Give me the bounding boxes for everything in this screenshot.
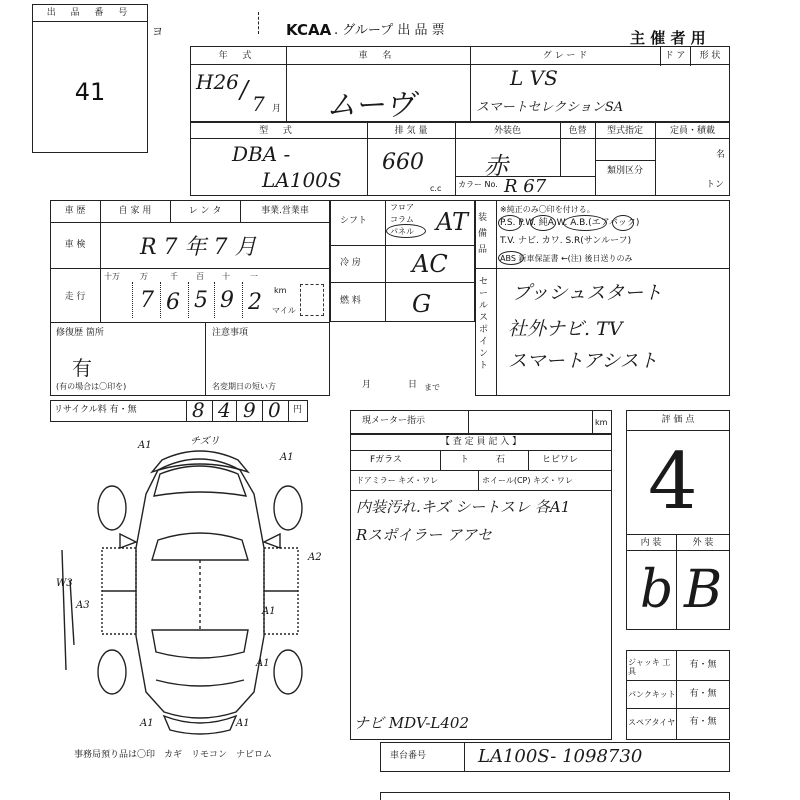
selling-point-2: 社外ナビ. TV [508,318,623,340]
mark-a1-fl: A1 [138,440,152,451]
shape-label: 形 状 [699,51,721,61]
mile-unit: マイル [272,306,296,315]
ab-circle [612,215,634,231]
color-no: R 67 [504,176,547,197]
km-unit: km [274,286,287,295]
equipment-line4: ABS 新車保証書 ←(注) 後日送りのみ [500,254,633,263]
mileage-d1-label: 万 [140,272,148,281]
mile-checkbox[interactable] [300,284,324,316]
vehicle-diagram [40,430,340,742]
inspector-remark-1: 内装汚れ.キズ シートスレ 各A1 [356,498,571,516]
year-era: H26 [196,70,239,94]
grade-label: グ レ ー ド [542,51,588,61]
inspection-label: 車 検 [64,240,86,250]
ton-unit: トン [706,180,725,190]
mileage-digit-4: 9 [220,288,234,313]
model-type-2: LA100S [262,168,342,192]
deadline-label: 名変期日の短い方 [212,382,276,391]
glass-opt1: ト [460,455,470,465]
interior-grade: b [640,560,674,620]
grade-line2: スマートセレクションSA [476,100,624,115]
pw-circle [530,215,556,231]
glass-opt2: 石 [496,455,506,465]
ext-color-label: 外装色 [493,126,521,136]
recycle-d4: 0 [268,398,281,422]
shift-panel: パネル [390,227,414,236]
year-month: 7 [252,92,265,116]
mileage-d2-label: 千 [170,272,178,281]
notes-label: 注意事項 [212,328,249,338]
fuel-value: G [412,290,432,318]
inspector-label: 【 査 定 員 記 入 】 [440,437,522,447]
selling-point-1: プッシュスタート [512,282,663,304]
organizer-copy-label: 主 催 者 用 [630,29,706,47]
recycle-label: リサイクル料 有・無 [54,405,137,415]
model-type-label: 型 式 [259,126,298,136]
repair-label: 修復歴 箇所 [56,328,104,338]
mileage-digit-3: 5 [194,288,208,313]
cc-unit: c.c [430,184,442,193]
history-label: 車 歴 [64,206,86,216]
meter-label: 現メーター指示 [362,416,426,426]
mileage-d4-label: 十 [222,272,230,281]
rating-label: 評 価 点 [661,415,695,425]
mileage-digit-5: 2 [248,290,262,315]
classification-label: 類別区分 [606,166,643,176]
shift-column: コラム [390,215,414,224]
navi-model: ナビ MDV-L402 [354,714,470,732]
displacement-label: 排 気 量 [394,126,428,136]
grade-line1: L VS [510,66,558,90]
mileage-d5-label: 一 [250,272,258,281]
aw-circle [563,215,607,231]
ext-color: 赤 [484,152,508,180]
selling-label: セールスポイント [479,277,489,371]
mark-a1-bl: A1 [140,718,154,729]
ps-circle [498,215,522,231]
recycle-unit: 円 [293,405,303,415]
mileage-label: 走 行 [64,292,86,302]
door-label: ド ア [664,51,686,61]
mark-a1-right3: A1 [256,658,270,669]
inspection-value: R 7 年 7 月 [140,235,257,260]
mileage-digit-1: 7 [140,288,154,313]
meter-km: km [595,418,608,427]
brand-logo: KCAA [286,21,332,39]
month-unit: 月 [272,104,282,114]
tool-spare-label: スペアタイヤ [628,718,676,727]
ac-value: AC [412,250,448,278]
car-name: ムーヴ [326,88,415,123]
year-sep: / [240,76,249,104]
abs-circle [498,251,524,265]
deadline-made: まで [424,383,440,392]
shift-value: AT [436,208,469,236]
mark-top: チズリ [190,436,220,447]
displacement: 660 [382,150,424,175]
shift-label: シフト [340,216,368,226]
fuel-label: 燃 料 [340,296,361,306]
lot-label: 出 品 番 号 [46,8,134,18]
capacity-label: 定員・積載 [669,126,715,136]
exterior-label: 外 装 [692,538,714,548]
color-no-label: カラー No. [458,180,498,189]
chassis-value: LA100S- 1098730 [478,746,643,767]
mileage-d0-label: 十万 [104,272,120,281]
mark-a2-right: A2 [308,552,322,563]
exterior-grade: B [684,560,723,620]
interior-label: 内 装 [640,538,662,548]
mark-a1-fr: A1 [280,452,294,463]
mileage-digit-2: 6 [166,290,180,315]
model-type-1: DBA - [232,142,291,166]
mark-a1-right2: A1 [262,606,276,617]
deadline-day: 日 [408,380,418,390]
mirror-label: ドアミラー キズ・ワレ [356,476,439,485]
mileage-d3-label: 百 [196,272,204,281]
repair-value: 有 [72,356,92,380]
mark-a1-br: A1 [236,718,250,729]
equipment-label: 装 備 品 [478,213,488,255]
history-business[interactable]: 事業.営業車 [261,206,309,216]
wheel-label: ホイール(CP) キズ・ワレ [482,476,573,485]
mark-a3: A3 [76,600,90,611]
shift-panel-circle [386,224,426,238]
rating-score: 4 [648,437,698,527]
office-items: 事務局預り品は〇印 カギ リモコン ナビロム [74,750,273,760]
form-title: . グループ 出 品 票 [334,23,445,38]
ac-label: 冷 房 [340,258,361,268]
equipment-line3: T.V. ナビ. カワ. S.R(サンルーフ) [500,236,632,246]
tool-jack-label: ジャッキ 工具 [628,658,671,676]
tool-spare-value[interactable]: 有・無 [689,717,717,727]
people-unit: 名 [716,150,726,160]
glass-opt3: ヒビワレ [542,455,579,465]
recycle-d1: 8 [192,398,205,422]
recycle-d2: 4 [218,398,231,422]
lot-suffix: ヨ [152,25,163,38]
equipment-line2: P.S. P.W. 純A.W. A.B.(エアバック) [500,218,640,228]
equipment-line1: ※純正のみ〇印を付ける。 [500,205,595,214]
color-change-label: 色替 [568,126,587,136]
deadline-month: 月 [362,380,372,390]
tool-jack-value[interactable]: 有・無 [689,660,717,670]
designation-label: 型式指定 [606,126,643,136]
inspector-remark-2: Rスポイラー アアセ [356,526,492,544]
shift-floor: フロア [390,203,414,212]
chassis-label: 車台番号 [390,751,427,761]
glass-label: Fガラス [370,455,402,465]
selling-point-3: スマートアシスト [508,350,658,372]
history-rental[interactable]: レ ン タ [188,206,222,216]
recycle-d3: 9 [243,398,256,422]
bottom-box [380,792,730,800]
mark-w3: W3 [56,578,73,589]
history-private[interactable]: 自 家 用 [118,206,152,216]
tool-puncture-value[interactable]: 有・無 [689,689,717,699]
year-label: 年 式 [218,51,258,61]
tool-puncture-label: パンクキット [628,690,676,699]
repair-note: (有の場合は〇印を) [56,382,127,391]
car-name-label: 車 名 [358,51,398,61]
lot-number: 41 [74,78,106,106]
